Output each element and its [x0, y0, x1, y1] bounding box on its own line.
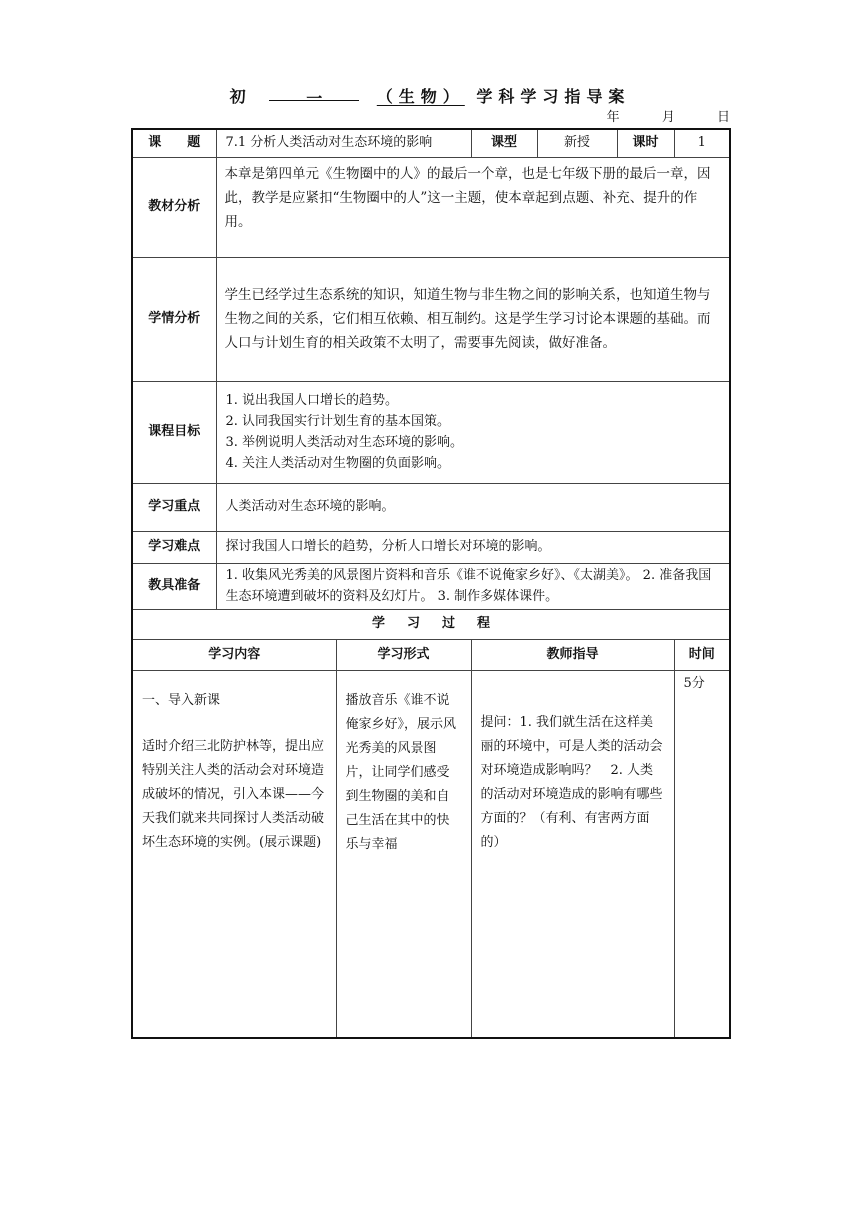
date-year: 年	[606, 110, 620, 125]
document-title	[0, 84, 860, 107]
goals-row	[132, 381, 730, 483]
date-day: 日	[716, 110, 730, 125]
col-time-header: 时间	[674, 639, 730, 670]
goal-item: 4. 关注人类活动对生物圈的负面影响。	[225, 456, 451, 471]
topic-row	[132, 129, 730, 157]
goal-item: 3. 举例说明人类活动对生态环境的影响。	[225, 435, 464, 450]
key-points-row	[132, 483, 730, 531]
topic-label: 课 题	[132, 129, 216, 157]
title-suffix: 学科学习指导案	[476, 87, 631, 106]
date-month: 月	[661, 110, 675, 125]
col-guide-header: 教师指导	[471, 639, 674, 670]
time-cell: 5分	[674, 670, 730, 1038]
goal-item: 1. 说出我国人口增长的趋势。	[225, 393, 399, 408]
content-cell	[132, 670, 336, 1038]
difficulties-label: 学习难点	[132, 531, 216, 563]
textbook-analysis-label: 教材分析	[132, 157, 216, 257]
content-intro: 一、导入新课	[142, 692, 221, 708]
difficulties-text: 探讨我国人口增长的趋势，分析人口增长对环境的影响。	[216, 531, 730, 563]
key-points-text: 人类活动对生态环境的影响。	[216, 483, 730, 531]
materials-row	[132, 563, 730, 609]
goal-item: 2. 认同我国实行计划生育的基本国策。	[225, 414, 451, 429]
process-heading: 学习过程	[132, 609, 730, 639]
goals-label: 课程目标	[132, 381, 216, 483]
form-cell: 播放音乐《谁不说俺家乡好》，展示风光秀美的风景图片，让同学们感受到生物圈的美和自己生活在其中的快乐与幸福	[336, 670, 471, 1038]
goals-list	[216, 381, 730, 483]
grade-blank: 一	[269, 86, 359, 101]
process-heading-row	[132, 609, 730, 639]
materials-label: 教具准备	[132, 563, 216, 609]
difficulties-row	[132, 531, 730, 563]
textbook-analysis-row	[132, 157, 730, 257]
content-text: 适时介绍三北防护林等，提出应特别关注人类的活动会对环境造成破坏的情况，引入本课——今天我们就来共同探讨人类活动破坏生态环境的实例。(展示课题)	[142, 738, 325, 850]
textbook-analysis-text: 本章是第四单元《生物圈中的人》的最后一个章，也是七年级下册的最后一章，因此，教学是应紧扣“生物圈中的人”这一主题，使本章起到点题、补充、提升的作用。	[216, 157, 730, 257]
col-content-header: 学习内容	[132, 639, 336, 670]
student-analysis-text: 学生已经学过生态系统的知识，知道生物与非生物之间的影响关系，也知道生物与生物之间的关系，它们相互依赖、相互制约。这是学生学习讨论本课题的基础。而人口与计划生育的相关政策不太明了，需要事先阅读，做好准备。	[216, 257, 730, 381]
col-form-header: 学习形式	[336, 639, 471, 670]
type-label: 课型	[471, 129, 537, 157]
materials-text: 1. 收集风光秀美的风景图片资料和音乐《谁不说俺家乡好》、《太湖美》。 2. 准备我国生态环境遭到破坏的资料及幻灯片。 3. 制作多媒体课件。	[216, 563, 730, 609]
topic-value: 7.1 分析人类活动对生态环境的影响	[216, 129, 471, 157]
hours-value: 1	[674, 129, 730, 157]
student-analysis-label: 学情分析	[132, 257, 216, 381]
process-header-row	[132, 639, 730, 670]
lesson-plan-table	[131, 128, 731, 1039]
student-analysis-row	[132, 257, 730, 381]
process-row	[132, 670, 730, 1038]
hours-label: 课时	[617, 129, 674, 157]
title-prefix: 初	[229, 87, 252, 106]
key-points-label: 学习重点	[132, 483, 216, 531]
date-line	[569, 106, 730, 125]
subject-name: （生物）	[376, 87, 465, 106]
type-value: 新授	[537, 129, 617, 157]
guide-cell: 提问：1. 我们就生活在这样美丽的环境中，可是人类的活动会对环境造成影响吗？ 2. 人类的活动对环境造成的影响有哪些方面的？（有利、有害两方面的）	[471, 670, 674, 1038]
